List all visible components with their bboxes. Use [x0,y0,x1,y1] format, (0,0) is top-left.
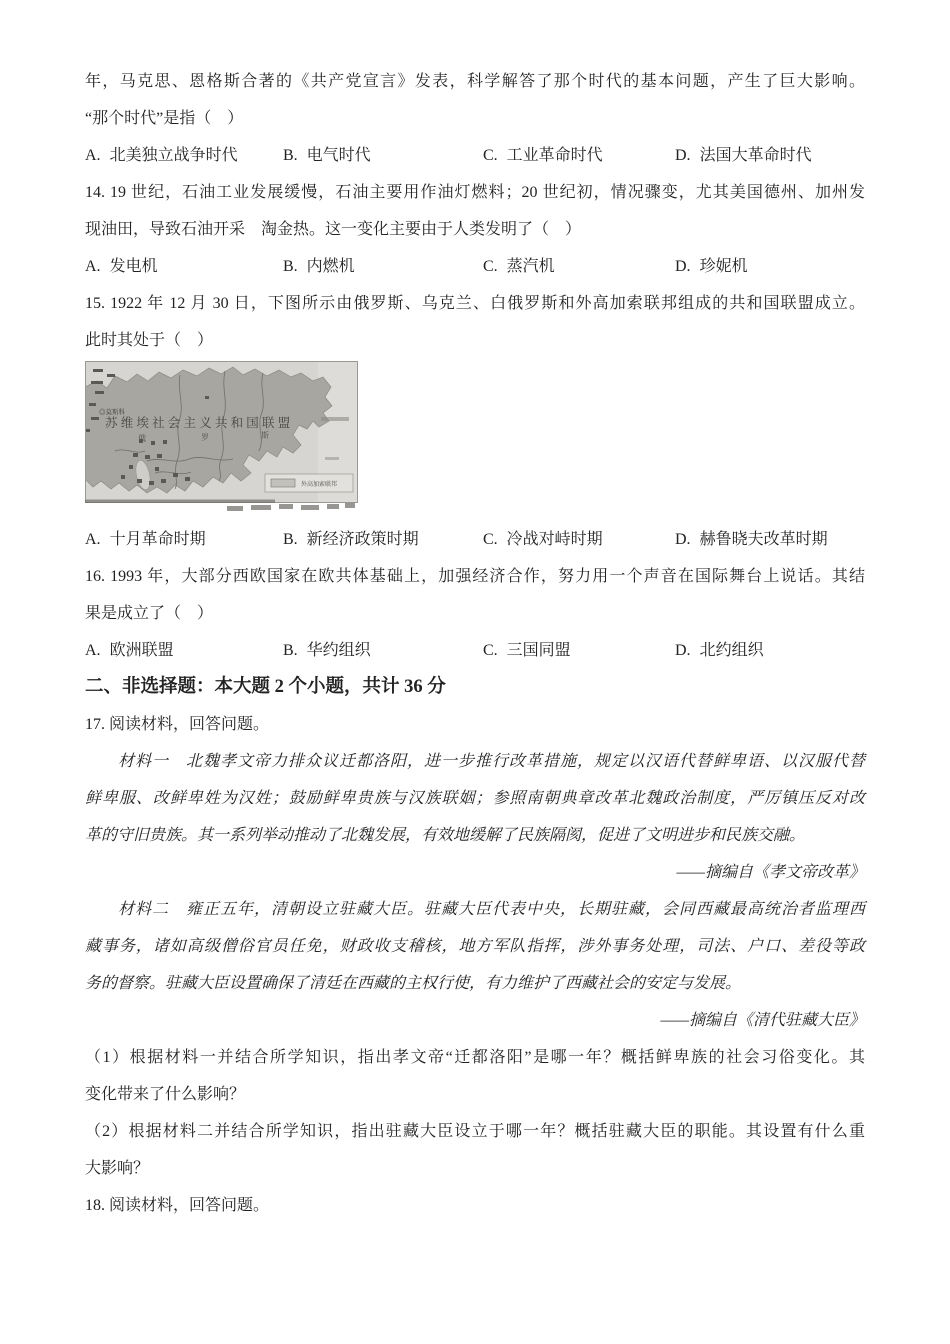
q17-material1-line2: 鲜卑服、改鲜卑姓为汉姓；鼓励鲜卑贵族与汉族联姻；参照南朝典章改革北魏政治制度，严厉镇压反对改 [85,790,865,807]
q15-stem-line1: 15. 1922 年 12 月 30 日，下图所示由俄罗斯、乌克兰、白俄罗斯和外高加索联邦组成的共和国联盟成立。 [85,295,865,312]
q13-options [85,137,865,174]
exam-page-content [85,63,865,1224]
q15-option-c: C. 冷战对峙时期 [483,531,603,548]
q16-option-a: A. 欧洲联盟 [85,642,174,659]
q15-option-a: A. 十月革命时期 [85,531,206,548]
q13-stem-line1: 年，马克思、恩格斯合著的《共产党宣言》发表，科学解答了那个时代的基本问题，产生了巨大影响。 [85,73,865,90]
q15-options [85,521,865,558]
q16-stem-line1: 16. 1993 年，大部分西欧国家在欧共体基础上，加强经济合作，努力用一个声音在国际舞台上说话。其结 [85,568,865,585]
map-legend [265,474,353,492]
map-region-char-2: 罗 [201,433,209,442]
q18-intro: 18. 阅读材料，回答问题。 [85,1197,270,1214]
q17-material2-line3: 务的督察。驻藏大臣设置确保了清廷在西藏的主权行使，有力维护了西藏社会的安定与发展。 [85,975,742,992]
q14-option-b: B. 内燃机 [283,258,355,275]
q17-material1-line3: 革的守旧贵族。其一系列举动推动了北魏发展，有效地缓解了民族隔阂，促进了文明进步和民族交融。 [85,827,806,844]
q13-option-b: B. 电气时代 [283,147,371,164]
q13-option-c: C. 工业革命时代 [483,147,603,164]
map-region-char-3: 斯 [261,431,269,440]
q16-option-b: B. 华约组织 [283,642,371,659]
q17-material1-line1: 材料一 北魏孝文帝力排众议迁都洛阳，进一步推行改革措施，规定以汉语代替鲜卑语、以汉服代替 [118,753,865,770]
map-legend-swatch [271,479,295,487]
q13-option-a: A. 北美独立战争时代 [85,147,238,164]
q16-options [85,632,865,669]
map-title: 苏维埃社会主义共和国联盟 [105,416,294,430]
map-photo-edge [85,500,275,504]
q17-subquestion1-line2: 变化带来了什么影响？ [85,1086,246,1103]
section-2-heading: 二、非选择题：本大题 2 个小题，共计 36 分 [85,677,446,697]
q13-option-d: D. 法国大革命时代 [675,147,812,164]
map-city-label: ◎莫斯科 [99,409,125,416]
q15-option-b: B. 新经济政策时期 [283,531,419,548]
q16-option-c: C. 三国同盟 [483,642,571,659]
q13-stem-line2: “那个时代”是指（ ） [85,110,244,127]
q14-stem-line2: 现油田，导致石油开采 淘金热。这一变化主要由于人类发明了（ ） [85,221,582,238]
ussr-map-figure [85,361,358,513]
q14-option-d: D. 珍妮机 [675,258,748,275]
q17-subquestion2-line1: （2）根据材料二并结合所学知识，指出驻藏大臣设立于哪一年？概括驻藏大臣的职能。其设置有什么重 [85,1123,865,1140]
q17-subquestion1-line1: （1）根据材料一并结合所学知识，指出孝文帝“迁都洛阳”是哪一年？概括鲜卑族的社会习俗变化。其 [85,1049,865,1066]
q17-material1-source: ——摘编自《孝文帝改革》 [676,864,865,881]
q16-option-d: D. 北约组织 [675,642,764,659]
q16-stem-line2: 果是成立了（ ） [85,605,214,622]
q17-material2-line2: 藏事务，诸如高级僧俗官员任免，财政收支稽核，地方军队指挥，涉外事务处理，司法、户口、差役等政 [85,938,865,955]
q15-option-d: D. 赫鲁晓夫改革时期 [675,531,828,548]
q14-option-c: C. 蒸汽机 [483,258,555,275]
q14-option-a: A. 发电机 [85,258,158,275]
q17-intro: 17. 阅读材料，回答问题。 [85,716,270,733]
q15-stem-line2: 此时其处于（ ） [85,332,214,349]
q14-stem-line1: 14. 19 世纪，石油工业发展缓慢，石油主要用作油灯燃料；20 世纪初，情况骤变，尤其美国德州、加州发 [85,184,865,201]
q17-material2-line1: 材料二 雍正五年，清朝设立驻藏大臣。驻藏大臣代表中央，长期驻藏，会同西藏最高统治者监理西 [118,901,865,918]
q17-material2-source: ——摘编自《清代驻藏大臣》 [660,1012,865,1029]
q14-options [85,248,865,285]
map-legend-label: 外高加索联邦 [301,482,338,488]
map-cutoff-text-smudge [227,503,355,511]
q17-subquestion2-line2: 大影响？ [85,1160,150,1177]
map-region-char-1: 俄 [138,434,146,443]
